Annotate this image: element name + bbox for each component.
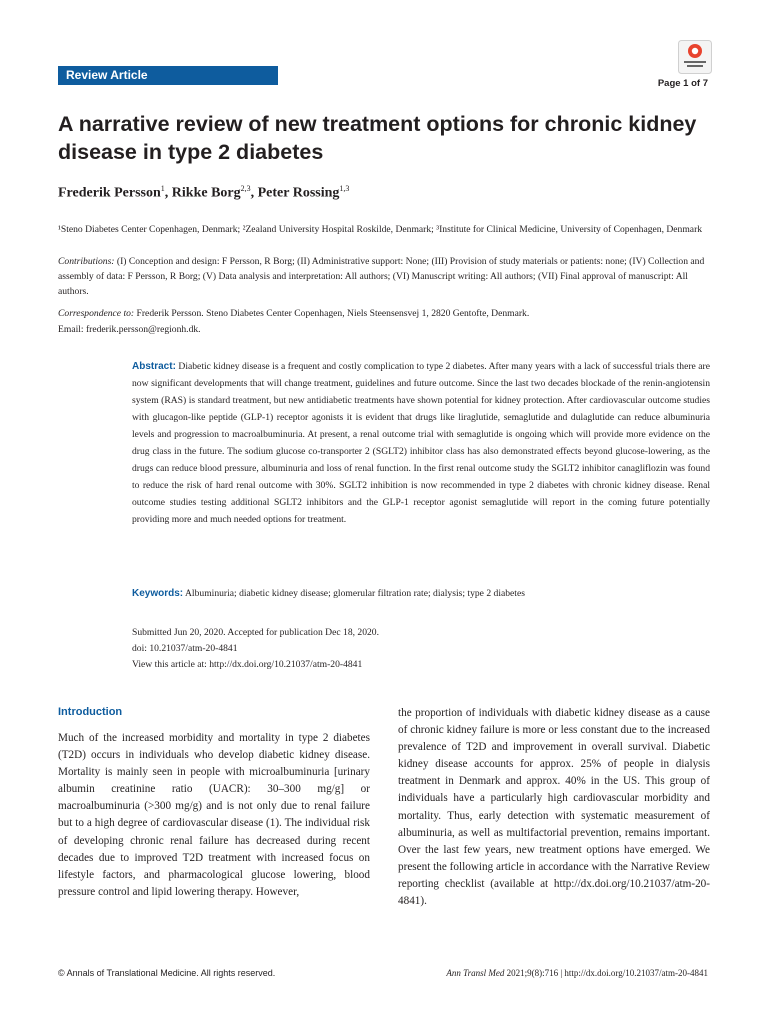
check-for-updates-badge[interactable] [678, 40, 712, 74]
footer-copyright: © Annals of Translational Medicine. All rights reserved. [58, 968, 276, 978]
author-name: Peter Rossing [257, 185, 340, 201]
affiliations: ¹Steno Diabetes Center Copenhagen, Denmark; ²Zealand University Hospital Roskilde, Denmark; ³Institute for Clinical Medicine, University of Copenhagen, Denmark [58, 224, 703, 235]
author-affiliation-mark: 1 [160, 184, 165, 193]
check-for-updates-icon [678, 40, 712, 74]
correspondence-text: Frederik Persson. Steno Diabetes Center Copenhagen, Niels Steensensvej 1, 2820 Gentofte, Denmark. [136, 308, 530, 319]
author-name: Frederik Persson [58, 185, 161, 201]
view-article-link[interactable]: View this article at: http://dx.doi.org/10.21037/atm-20-4841 [132, 659, 363, 670]
submission-info [132, 625, 379, 673]
page-number: Page 1 of 7 [657, 78, 708, 89]
abstract-text: Diabetic kidney disease is a frequent and costly complication to type 2 diabetes. After many years with a lack of successful trials there are now significant developments that will change treatment, guidelines and future outcome. Since the last two decades blockade of the renin-angiotensin system (RAS) is standard treatment, but new antidiabetic treatments have shown potential for kidney protection. After cardiovascular outcome studies with glucagon-like peptide (GLP-1) receptor agonists it is evident that drugs like liraglutide, semaglutide and dulaglutide can reduce albuminuria levels and progression to macroalbuminuria. At present, a renal outcome trial with semaglutide is ongoing which will provide more evidence on the drug class in the future. The sodium glucose co-transporter 2 (SGLT2) inhibitor class has also demonstrated effects beyond glucose-lowering, as the drugs can reduce blood pressure, albuminuria and loss of renal function. In the first renal outcome study the SGLT2 inhibitor canagliflozin was found to reduce the risk of hard renal outcome with 30%. SGLT2 inhibition is now recommended in type 2 diabetes with chronic kidney disease. Renal outcome studies testing additional SGLT2 inhibitors and the GLP-1 receptor agonist semaglutide will report in the coming future potentially providing more and much needed options for treatment. [132, 361, 711, 525]
body-column-left: Much of the increased morbidity and mortality in type 2 diabetes (T2D) occurs in individuals who develop diabetic kidney disease. Mortality is mainly seen in people with microalbuminuria [urinary albumin creatinine ratio (UACR): 30–300 mg/g] or macroalbuminuria (>300 mg/g) and is not only due to renal failure but to a high degree of cardiovascular disease (1). The individual risk of developing chronic renal failure has decreased during recent decades due to improved T2D treatment with increased focus on lifestyle factors, and pharmacological glucose lowering, blood pressure control and lipid lowering therapy. However, [58, 732, 370, 898]
email-line: Email: frederik.persson@regionh.dk. [58, 324, 201, 335]
abstract-label: Abstract: [132, 361, 176, 372]
article-title: A narrative review of new treatment options for chronic kidney disease in type 2 diabetes [58, 112, 697, 164]
section-heading-introduction: Introduction [58, 706, 123, 718]
body-column-right: the proportion of individuals with diabetic kidney disease as a cause of chronic kidney failure is more or less constant due to the increased prevalence of T2D and improvement in overall survival. Diabetic kidney disease accounts for approx. 25% of people in dialysis treatment in Denmark and approx. 40% in the US. This group of individuals have a particularly high cardiovascular morbidity and mortality. Thus, early detection with systematic measurement of albuminuria, as well as multifactorial prevention, remains important. Over the last few years, new treatment options have emerged. We present the following article in accordance with the Narrative Review reporting checklist (available at http://dx.doi.org/10.21037/atm-20-4841). [398, 707, 710, 908]
article-type-banner [58, 66, 278, 85]
abstract [132, 358, 710, 528]
keywords [132, 588, 710, 599]
contributions [58, 254, 710, 299]
author-affiliation-mark: 2,3 [240, 184, 251, 193]
author-name: Rikke Borg [171, 185, 241, 201]
keywords-text: Albuminuria; diabetic kidney disease; glomerular filtration rate; dialysis; type 2 diabetes [185, 588, 525, 599]
footer-journal: Ann Transl Med [446, 968, 505, 978]
contributions-text: (I) Conception and design: F Persson, R Borg; (II) Administrative support: None; (III) Provision of study materials or patients: none; (IV) Collection and assembly of data: F Persson, R Borg; (V) Data analysis and interpretation: All authors; (VI) Manuscript writing: All authors; (VII) Final approval of manuscript: All authors. [58, 256, 705, 297]
correspondence-label: Correspondence to: [58, 308, 135, 319]
footer-citation [446, 968, 708, 978]
footer-citation-text[interactable]: 2021;9(8):716 | http://dx.doi.org/10.21037/atm-20-4841 [504, 968, 708, 978]
author-affiliation-mark: 1,3 [339, 184, 350, 193]
author-list: Frederik Persson$^1$, Rikke Borg$^{2,3}$, Peter Rossing$^{1,3}$ [58, 184, 350, 201]
keywords-label: Keywords: [132, 588, 184, 599]
submission-dates: Submitted Jun 20, 2020. Accepted for publication Dec 18, 2020. [132, 627, 379, 638]
correspondence [58, 306, 710, 321]
article-type-label: Review Article [66, 68, 148, 82]
doi-line[interactable]: doi: 10.21037/atm-20-4841 [132, 643, 238, 654]
contributions-label: Contributions: [58, 256, 115, 267]
